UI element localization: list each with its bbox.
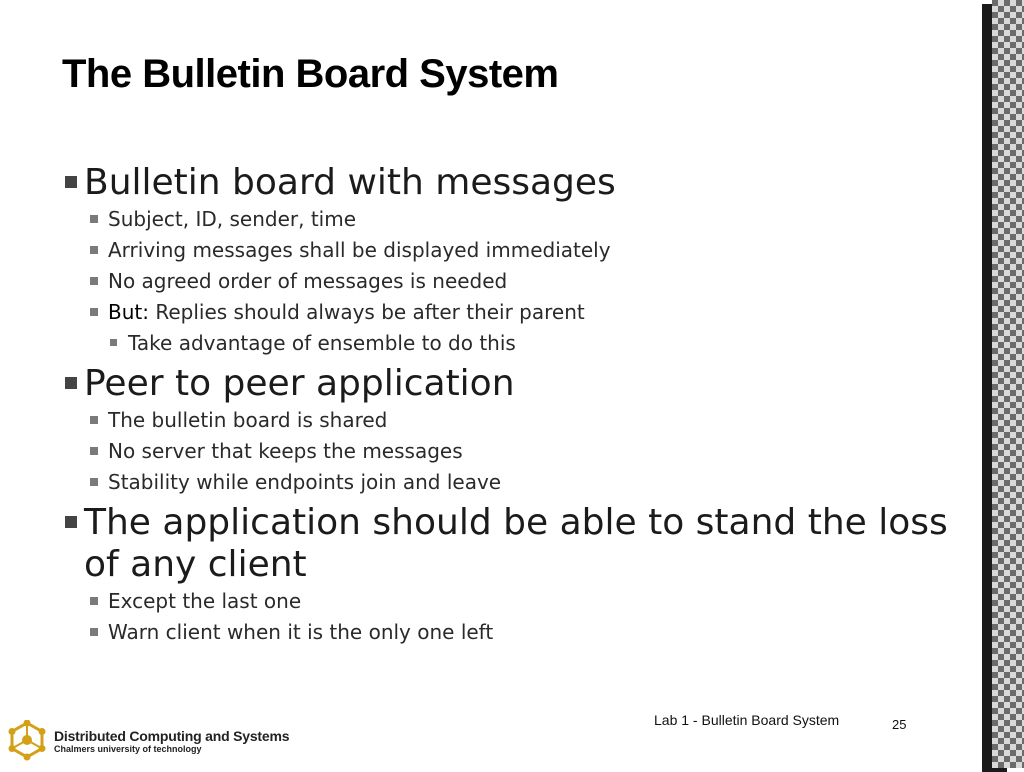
bullet-text: No server that keeps the messages: [108, 439, 463, 463]
bullet-level-2: [90, 235, 962, 266]
bullet-text: The bulletin board is shared: [108, 408, 388, 432]
page-number: 25: [892, 717, 907, 732]
logo-subtitle: Chalmers university of technology: [54, 744, 202, 754]
bullet-level-1: [62, 502, 962, 586]
bullet-text: Subject, ID, sender, time: [108, 207, 357, 231]
logo-hexagon-icon: [6, 720, 48, 762]
square-bullet-icon: [90, 628, 98, 636]
square-bullet-icon: [90, 277, 98, 285]
bullet-text: Arriving messages shall be displayed immediately: [108, 238, 611, 262]
square-bullet-icon: [65, 377, 77, 389]
square-bullet-icon: [90, 308, 98, 316]
bullet-text: Warn client when it is the only one left: [108, 620, 494, 644]
square-bullet-icon: [110, 339, 117, 346]
bullet-level-2: [90, 467, 962, 498]
bullet-level-2: [90, 617, 962, 648]
bullet-level-3: [110, 328, 962, 359]
bullet-level-1: [62, 363, 962, 405]
square-bullet-icon: [90, 246, 98, 254]
square-bullet-icon: [65, 516, 77, 528]
square-bullet-icon: [90, 447, 98, 455]
bullet-text: Peer to peer application: [84, 363, 515, 404]
footer-title: Lab 1 - Bulletin Board System: [654, 712, 840, 728]
bullet-level-2: [90, 297, 962, 328]
square-bullet-icon: [65, 176, 77, 188]
square-bullet-icon: [90, 416, 98, 424]
bullet-level-1: [62, 162, 962, 204]
bullet-text: Except the last one: [108, 589, 302, 613]
bullet-level-2: [90, 266, 962, 297]
bullet-text: No agreed order of messages is needed: [108, 269, 508, 293]
bullet-level-2: [90, 586, 962, 617]
bullet-level-2: [90, 436, 962, 467]
bullet-emphasis: But:: [108, 300, 149, 324]
bullet-list: [62, 158, 962, 648]
footer-logo: [6, 720, 306, 762]
square-bullet-icon: [90, 478, 98, 486]
bullet-level-2: [90, 204, 962, 235]
bullet-text: The application should be able to stand the loss of any client: [84, 502, 948, 585]
logo-name: Distributed Computing and Systems: [54, 728, 290, 744]
square-bullet-icon: [90, 215, 98, 223]
edge-checker-pattern: [992, 0, 1024, 768]
bullet-level-2: [90, 405, 962, 436]
bullet-text: Replies should always be after their parent: [148, 300, 585, 324]
slide-title: The Bulletin Board System: [62, 52, 559, 96]
square-bullet-icon: [90, 597, 98, 605]
bullet-text: Take advantage of ensemble to do this: [128, 331, 516, 355]
bullet-text: Bulletin board with messages: [84, 162, 616, 203]
bullet-text: Stability while endpoints join and leave: [108, 470, 502, 494]
